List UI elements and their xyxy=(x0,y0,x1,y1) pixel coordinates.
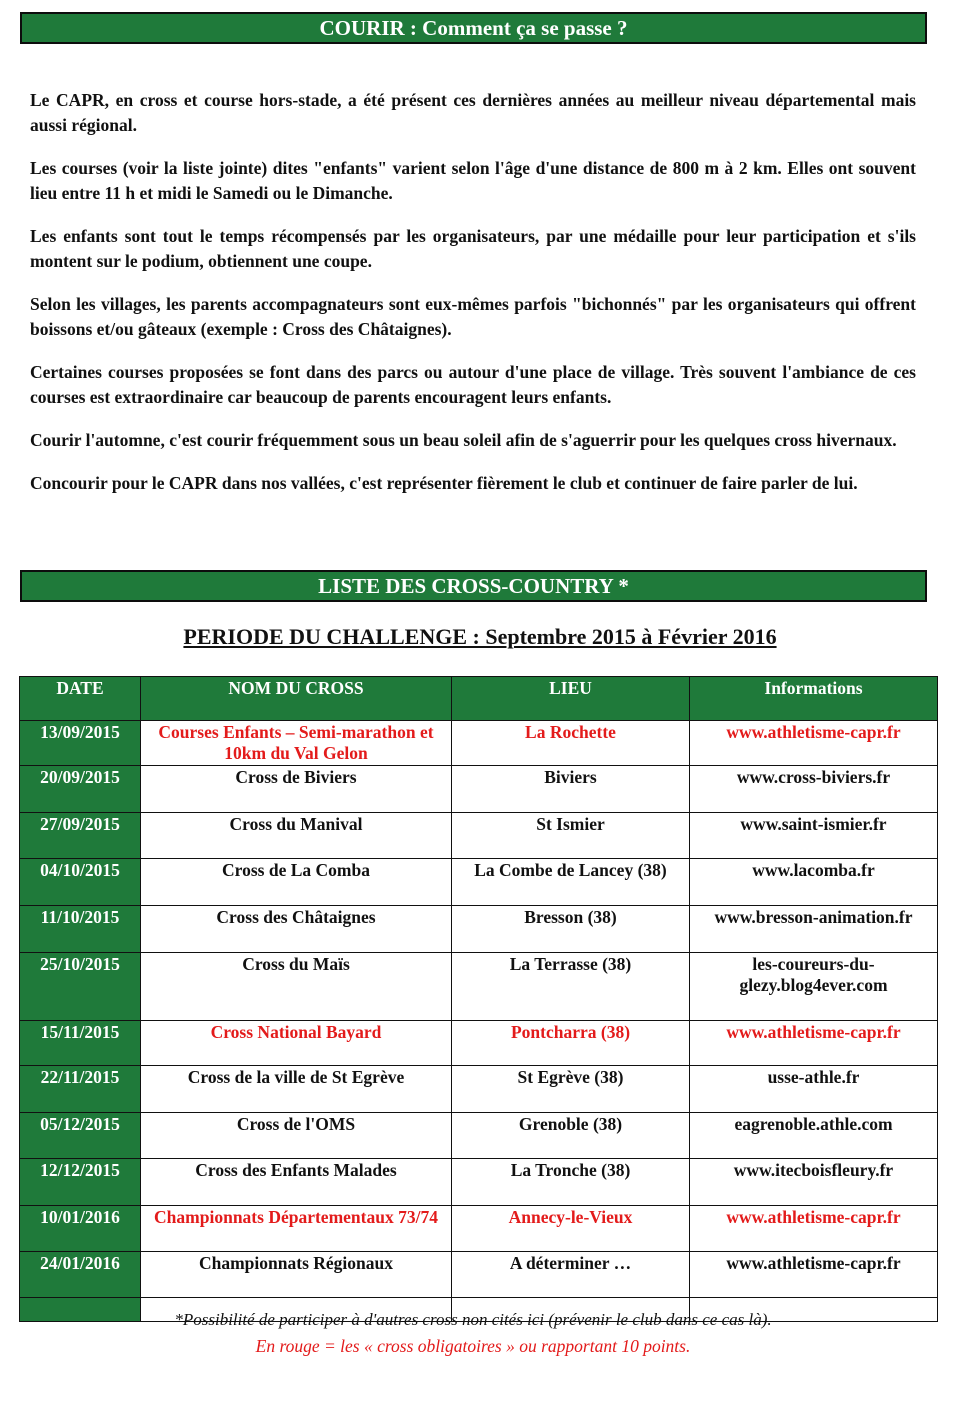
cell-date: 27/09/2015 xyxy=(20,813,141,859)
cell-cross-name: Cross de la ville de St Egrève xyxy=(141,1066,452,1113)
cell-date: 11/10/2015 xyxy=(20,906,141,953)
paragraph: Les courses (voir la liste jointe) dites "enfants" varient selon l'âge d'une distance de 800 m à 2 km. Elles ont souvent lieu entre 11 h et midi le Samedi ou le Dimanche. xyxy=(30,158,916,203)
table-row xyxy=(20,906,938,953)
cell-cross-name: Cross du Manival xyxy=(141,813,452,859)
header-cross-name: NOM DU CROSS xyxy=(141,677,452,721)
cell-info[interactable]: www.athletisme-capr.fr xyxy=(690,1021,938,1066)
cell-date: 10/01/2016 xyxy=(20,1206,141,1252)
cell-info[interactable]: www.cross-biviers.fr xyxy=(690,766,938,813)
cell-date: 24/01/2016 xyxy=(20,1252,141,1298)
table-row xyxy=(20,1066,938,1113)
cell-place: A déterminer … xyxy=(452,1252,690,1298)
table-row xyxy=(20,859,938,906)
paragraph: Courir l'automne, c'est courir fréquemment sous un beau soleil afin de s'aguerrir pour les quelques cross hivernaux. xyxy=(30,430,897,450)
cell-date: 13/09/2015 xyxy=(20,721,141,766)
cell-date: 20/09/2015 xyxy=(20,766,141,813)
cell-place: Pontcharra (38) xyxy=(452,1021,690,1066)
cell-info[interactable]: www.itecboisfleury.fr xyxy=(690,1159,938,1206)
cell-date: 04/10/2015 xyxy=(20,859,141,906)
intro-text xyxy=(30,88,916,514)
cell-cross-name: Cross des Châtaignes xyxy=(141,906,452,953)
cell-info[interactable]: usse-athle.fr xyxy=(690,1066,938,1113)
paragraph: Selon les villages, les parents accompagnateurs sont eux-mêmes parfois "bichonnés" par les organisateurs qui offrent boissons et/ou gâteaux (exemple : Cross des Châtaignes). xyxy=(30,294,916,339)
cell-date: 15/11/2015 xyxy=(20,1021,141,1066)
cell-cross-name: Championnats Régionaux xyxy=(141,1252,452,1298)
table-row xyxy=(20,1252,938,1298)
cell-place: La Terrasse (38) xyxy=(452,953,690,1021)
cell-info[interactable]: www.athletisme-capr.fr xyxy=(690,1206,938,1252)
cell-info[interactable]: www.athletisme-capr.fr xyxy=(690,721,938,766)
section-banner-courir: COURIR : Comment ça se passe ? xyxy=(20,12,927,44)
header-informations: Informations xyxy=(690,677,938,721)
cell-place: La Rochette xyxy=(452,721,690,766)
cell-date: 12/12/2015 xyxy=(20,1159,141,1206)
challenge-period-title: PERIODE DU CHALLENGE : Septembre 2015 à Février 2016 xyxy=(183,624,777,649)
paragraph: Les enfants sont tout le temps récompensés par les organisateurs, par une médaille pour leur participation et s'ils montent sur le podium, obtiennent une coupe. xyxy=(30,226,916,271)
cell-place: Bresson (38) xyxy=(452,906,690,953)
paragraph: Le CAPR, en cross et course hors-stade, a été présent ces dernières années au meilleur niveau départemental mais aussi régional. xyxy=(30,90,916,135)
cell-cross-name: Cross des Enfants Malades xyxy=(141,1159,452,1206)
table-header-row xyxy=(20,677,938,721)
cell-cross-name: Cross de Biviers xyxy=(141,766,452,813)
cell-place: Annecy-le-Vieux xyxy=(452,1206,690,1252)
cell-date: 25/10/2015 xyxy=(20,953,141,1021)
footnote-red-legend: En rouge = les « cross obligatoires » ou rapportant 10 points. xyxy=(255,1336,691,1356)
cell-place: Biviers xyxy=(452,766,690,813)
cell-info[interactable]: www.lacomba.fr xyxy=(690,859,938,906)
table-row xyxy=(20,766,938,813)
cell-place: La Tronche (38) xyxy=(452,1159,690,1206)
cell-cross-name: Cross du Maïs xyxy=(141,953,452,1021)
cell-info[interactable]: www.saint-ismier.fr xyxy=(690,813,938,859)
paragraph: Concourir pour le CAPR dans nos vallées, c'est représenter fièrement le club et continuer de faire parler de lui. xyxy=(30,473,858,493)
cell-cross-name: Cross de La Comba xyxy=(141,859,452,906)
section-banner-liste: LISTE DES CROSS-COUNTRY * xyxy=(20,570,927,602)
cell-info[interactable]: les-coureurs-du-glezy.blog4ever.com xyxy=(690,953,938,1021)
cell-info[interactable]: eagrenoble.athle.com xyxy=(690,1113,938,1159)
cell-place: St Egrève (38) xyxy=(452,1066,690,1113)
footnote-other-cross: *Possibilité de participer à d'autres cross non cités ici (prévenir le club dans ce cas là). xyxy=(174,1310,772,1329)
header-date: DATE xyxy=(20,677,141,721)
table-row xyxy=(20,813,938,859)
table-row xyxy=(20,721,938,766)
table-row xyxy=(20,1159,938,1206)
table-row xyxy=(20,953,938,1021)
table-row xyxy=(20,1113,938,1159)
cell-date: 22/11/2015 xyxy=(20,1066,141,1113)
cell-info[interactable]: www.athletisme-capr.fr xyxy=(690,1252,938,1298)
paragraph: Certaines courses proposées se font dans des parcs ou autour d'une place de village. Très souvent l'ambiance de ces courses est extraordinaire car beaucoup de parents encouragent leurs enfants. xyxy=(30,362,916,407)
cross-country-table xyxy=(19,676,938,1322)
table-row xyxy=(20,1021,938,1066)
cell-info[interactable]: www.bresson-animation.fr xyxy=(690,906,938,953)
cell-cross-name: Courses Enfants – Semi-marathon et 10km du Val Gelon xyxy=(141,721,452,766)
cell-cross-name: Championnats Départementaux 73/74 xyxy=(141,1206,452,1252)
table-row xyxy=(20,1206,938,1252)
cell-date: 05/12/2015 xyxy=(20,1113,141,1159)
cell-place: Grenoble (38) xyxy=(452,1113,690,1159)
cell-place: La Combe de Lancey (38) xyxy=(452,859,690,906)
header-place: LIEU xyxy=(452,677,690,721)
cell-cross-name: Cross National Bayard xyxy=(141,1021,452,1066)
cell-place: St Ismier xyxy=(452,813,690,859)
cell-cross-name: Cross de l'OMS xyxy=(141,1113,452,1159)
